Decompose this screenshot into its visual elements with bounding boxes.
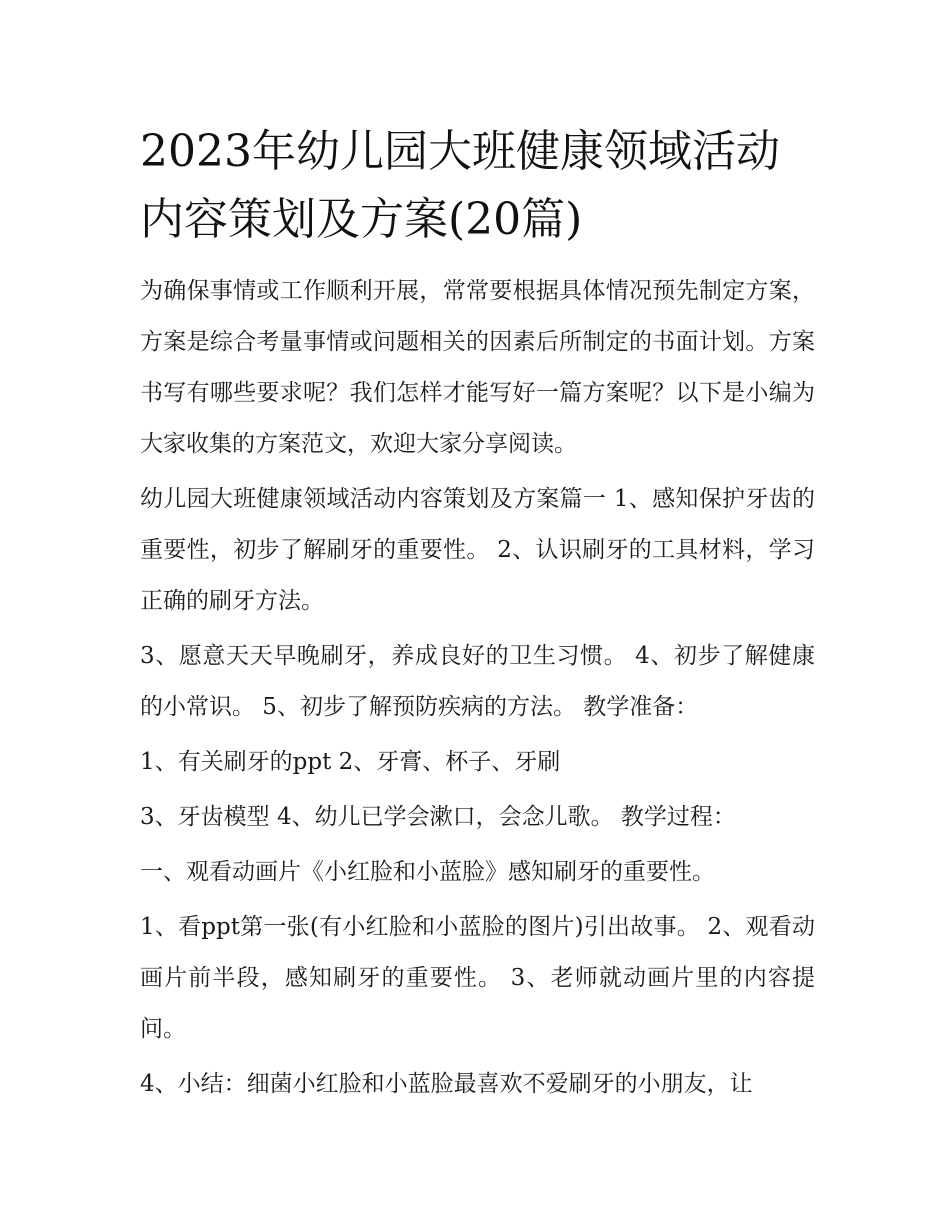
document-body [140,118,815,1114]
paragraph-summary: 4、小结：细菌小红脸和小蓝脸最喜欢不爱刷牙的小朋友，让 [140,1071,753,1097]
paragraph-intro: 为确保事情或工作顺利开展，常常要根据具体情况预先制定方案，方案是综合考量事情或问题相关的因素后所制定的书面计划。方案书写有哪些要求呢？我们怎样才能写好一篇方案呢？以下是小编为大家收集的方案范文，欢迎大家分享阅读。 [140,278,815,457]
document-title: 2023年幼儿园大班健康领域活动内容策划及方案(20篇) [140,126,780,245]
paragraph-step-one-detail: 1、看ppt第一张(有小红脸和小蓝脸的图片)引出故事。 2、观看动画片前半段，感知刷牙的重要性。 3、老师就动画片里的内容提问。 [140,914,815,1042]
paragraph-prep-materials: 1、有关刷牙的ppt 2、牙膏、杯子、牙刷 [140,749,561,775]
paragraph-objectives: 幼儿园大班健康领域活动内容策划及方案篇一 1、感知保护牙齿的重要性，初步了解刷牙的重要性。 2、认识刷牙的工具材料，学习正确的刷牙方法。 [140,486,815,614]
paragraph-prep-model: 3、牙齿模型 4、幼儿已学会漱口，会念儿歌。 教学过程： [140,804,736,830]
paragraph-step-one-heading: 一、观看动画片《小红脸和小蓝脸》感知刷牙的重要性。 [140,859,715,885]
paragraph-habits: 3、愿意天天早晚刷牙，养成良好的卫生习惯。 4、初步了解健康的小常识。 5、初步了解预防疾病的方法。 教学准备： [140,643,815,720]
